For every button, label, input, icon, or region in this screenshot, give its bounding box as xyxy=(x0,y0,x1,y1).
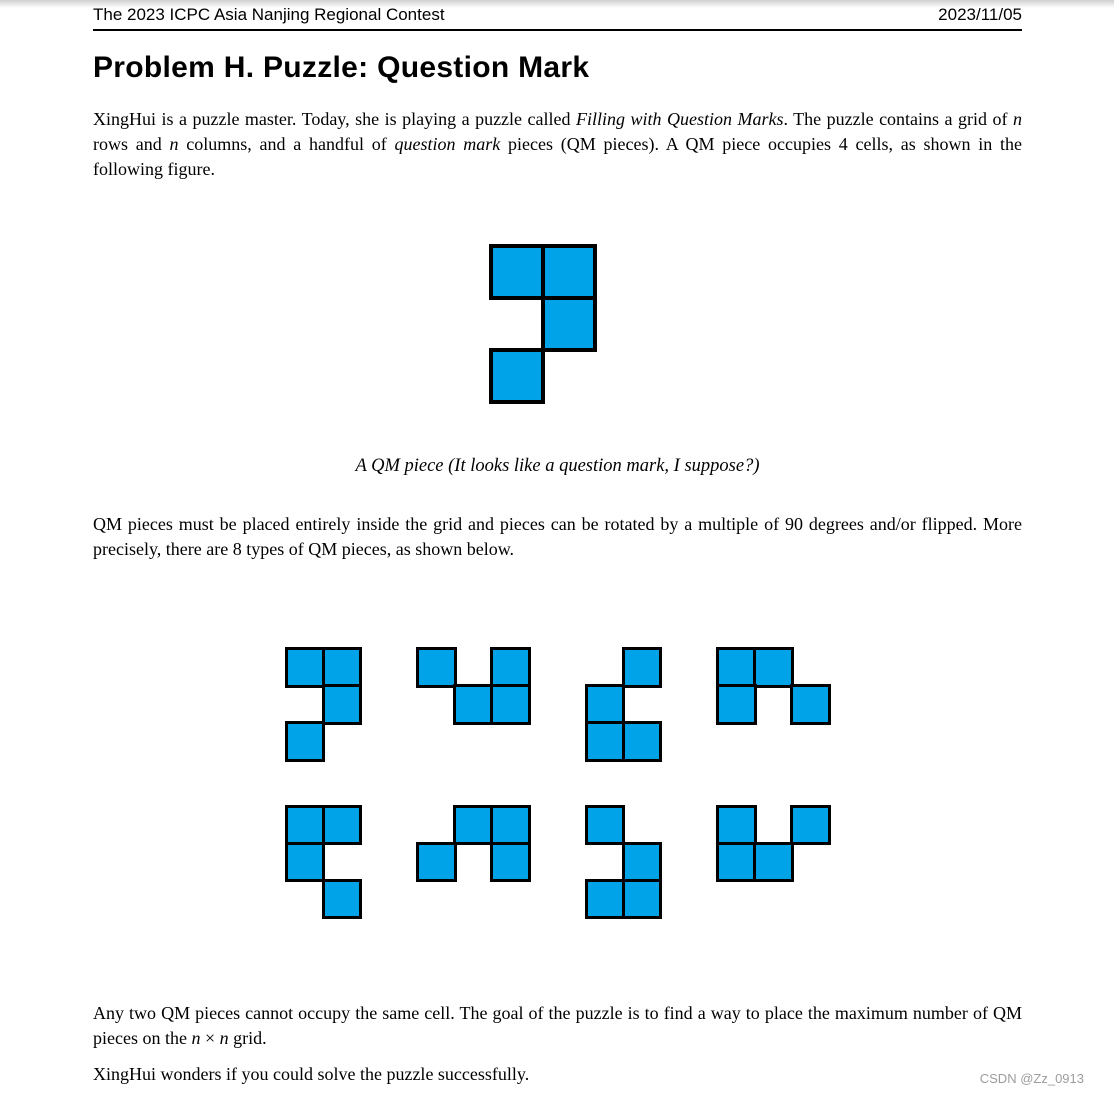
body-text: . The puzzle contains a grid of xyxy=(783,109,1013,129)
qm-cell xyxy=(622,647,663,688)
qm-cell xyxy=(716,805,757,846)
qm-cell xyxy=(322,684,363,725)
qm-cell xyxy=(416,842,457,883)
emphasis-text: n xyxy=(219,1028,229,1048)
qm-cell xyxy=(489,348,545,404)
qm-cell xyxy=(622,721,663,762)
body-text: Any two QM pieces cannot occupy the same cell. The goal of the puzzle is to find a way to place the maximum number of QM pieces on the xyxy=(93,1003,1022,1048)
body-text: rows and xyxy=(93,134,170,154)
body-text: grid. xyxy=(228,1028,267,1048)
body-text: pieces (QM pieces). A QM piece occupies 4 cells, as shown in the following figure. xyxy=(93,134,1022,179)
paragraph-goal xyxy=(93,1001,1022,1051)
qm-cell xyxy=(489,244,545,300)
paragraph-intro xyxy=(93,107,1022,182)
qm-cell xyxy=(753,842,794,883)
qm-cell xyxy=(753,647,794,688)
qm-piece-type-4 xyxy=(716,647,831,725)
qm-piece-type-8 xyxy=(716,805,831,883)
qm-piece-type-2 xyxy=(416,647,531,725)
qm-piece-type-5 xyxy=(285,805,363,920)
figure-caption xyxy=(93,454,1022,479)
body-text: columns, and a handful of xyxy=(178,134,395,154)
qm-types-figure xyxy=(93,647,1022,919)
contest-date: 2023/11/05 xyxy=(938,5,1022,24)
qm-cell xyxy=(716,842,757,883)
qm-cell xyxy=(585,805,626,846)
qm-cell xyxy=(585,879,626,920)
body-text: × xyxy=(200,1028,220,1048)
body-text: QM pieces must be placed entirely inside the grid and pieces can be rotated by a multiple of 90 degrees and/or flipped. More precisely, there are 8 types of QM pieces, as shown below. xyxy=(93,514,1022,559)
contest-name: The 2023 ICPC Asia Nanjing Regional Contest xyxy=(93,5,445,24)
qm-piece-type-1 xyxy=(285,647,363,762)
emphasis-text: n xyxy=(169,134,179,154)
qm-cell xyxy=(416,647,457,688)
emphasis-text: Filling with Question Marks xyxy=(576,109,784,129)
qm-cell xyxy=(622,842,663,883)
qm-cell xyxy=(716,684,757,725)
qm-piece-type-3 xyxy=(585,647,663,762)
qm-cell xyxy=(585,721,626,762)
qm-types-row-2 xyxy=(93,805,1022,920)
body-text: XingHui is a puzzle master. Today, she is playing a puzzle called xyxy=(93,109,576,129)
csdn-watermark: CSDN @Zz_0913 xyxy=(979,1071,1084,1086)
qm-cell xyxy=(490,842,531,883)
qm-cell xyxy=(285,647,326,688)
emphasis-text: n xyxy=(1013,109,1022,129)
qm-piece-figure xyxy=(78,244,1007,404)
qm-cell xyxy=(322,805,363,846)
qm-cell xyxy=(322,879,363,920)
qm-cell xyxy=(790,805,831,846)
qm-cell xyxy=(490,805,531,846)
qm-cell xyxy=(490,647,531,688)
qm-cell xyxy=(453,805,494,846)
qm-cell xyxy=(716,647,757,688)
qm-piece xyxy=(489,244,597,404)
qm-cell xyxy=(322,647,363,688)
qm-cell xyxy=(541,296,597,352)
emphasis-text: A QM piece (It looks like a question mark, I suppose?) xyxy=(355,456,760,476)
body-text: XingHui wonders if you could solve the puzzle successfully. xyxy=(93,1064,530,1084)
qm-piece-type-6 xyxy=(416,805,531,883)
qm-piece-type-7 xyxy=(585,805,663,920)
qm-cell xyxy=(285,805,326,846)
page-header xyxy=(93,0,1022,31)
paragraph-outro xyxy=(93,1062,1022,1087)
qm-cell xyxy=(285,842,326,883)
qm-cell xyxy=(490,684,531,725)
qm-cell xyxy=(453,684,494,725)
document-page xyxy=(93,0,1022,1087)
qm-cell xyxy=(541,244,597,300)
problem-title: Problem H. Puzzle: Question Mark xyxy=(93,51,590,84)
qm-types-row-1 xyxy=(93,647,1022,762)
qm-cell xyxy=(285,721,326,762)
qm-cell xyxy=(622,879,663,920)
qm-cell xyxy=(790,684,831,725)
paragraph-rules xyxy=(93,512,1022,562)
emphasis-text: question mark xyxy=(394,134,501,154)
emphasis-text: n xyxy=(191,1028,201,1048)
qm-cell xyxy=(585,684,626,725)
